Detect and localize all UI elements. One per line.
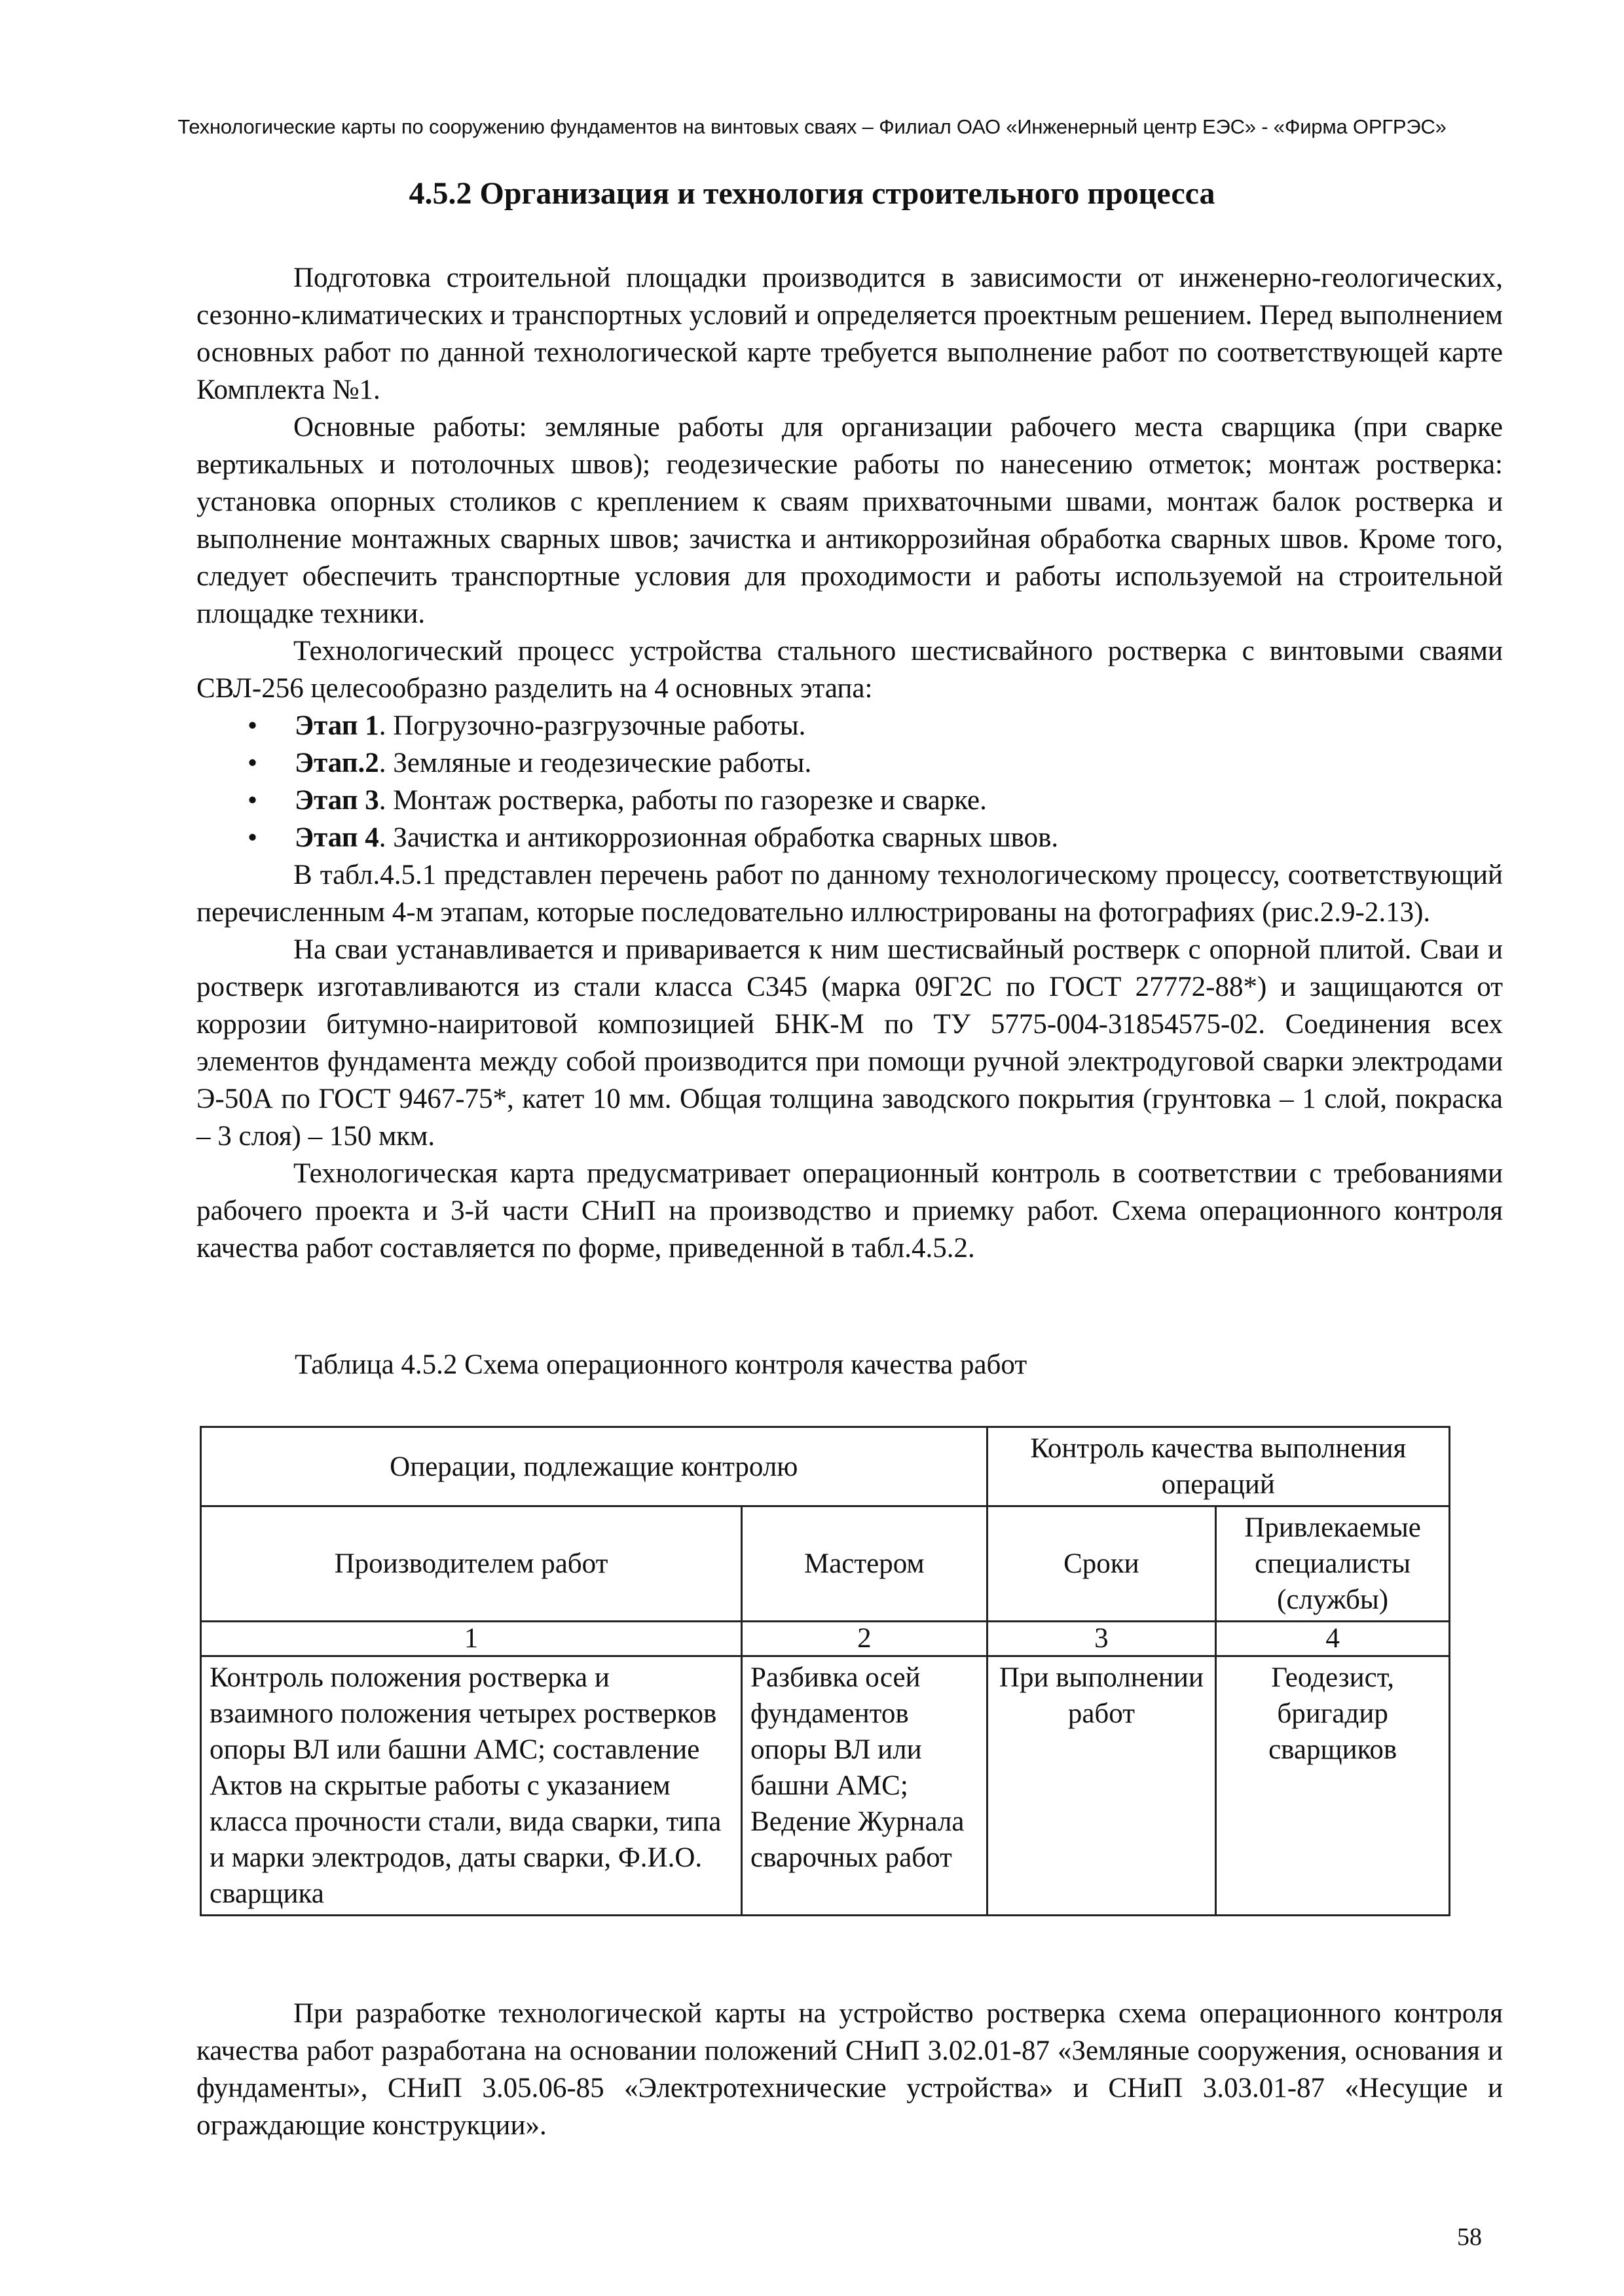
column-header: Производителем работ — [201, 1506, 742, 1622]
stage-item — [196, 744, 1503, 782]
stage-text: . Зачистка и антикоррозионная обработка сварных швов. — [378, 822, 1059, 853]
column-header: Привлекаемые специалисты (службы) — [1216, 1506, 1450, 1622]
stage-item — [196, 707, 1503, 744]
column-number: 2 — [742, 1622, 987, 1656]
paragraph: При разработке технологической карты на устройство ростверка схема операционного контроля качества работ разработана на основании положений СНиП 3.02.01-87 «Земляные сооружения, основания и фундаменты», СНиП 3.05.06-85 «Электротехнические устройства» и СНиП 3.03.01-87 «Несущие и ограждающие конструкции». — [196, 1998, 1503, 2141]
stages-list — [196, 707, 1503, 856]
paragraph: Технологический процесс устройства стального шестисвайного ростверка с винтовыми сваями СВЛ-256 целесообразно разделить на 4 основных этапа: — [196, 636, 1503, 704]
column-number: 3 — [987, 1622, 1216, 1656]
column-number: 4 — [1216, 1622, 1450, 1656]
table-number-row — [201, 1622, 1450, 1656]
stage-label: Этап 3 — [295, 785, 379, 816]
stage-label: Этап 1 — [295, 710, 379, 741]
page-number: 58 — [1457, 2223, 1482, 2251]
body-text — [196, 259, 1503, 1267]
stage-item — [196, 819, 1503, 856]
stage-item — [196, 782, 1503, 819]
table-cell: При выполнении работ — [987, 1656, 1216, 1916]
quality-control-table — [200, 1426, 1450, 1916]
stage-label: Этап.2 — [295, 748, 379, 778]
column-header: Сроки — [987, 1506, 1216, 1622]
paragraph: Основные работы: земляные работы для организации рабочего места сварщика (при сварке вертикальных и потолочных швов); геодезические работы по нанесению отметок; монтаж ростверка: установка опорных столиков с креплением к сваям прихваточными швами, монтаж балок ростверка и выполнение монтажных сварных швов; зачистка и антикоррозийная обработка сварных швов. Кроме того, следует обеспечить транспортные условия для проходимости и работы используемой на строительной площадке техники. — [196, 412, 1503, 629]
stage-text: . Погрузочно-разгрузочные работы. — [378, 710, 806, 741]
running-header: Технологические карты по сооружению фундаментов на винтовых сваях – Филиал ОАО «Инженерный центр ЕЭС» - «Фирма ОРГРЭС» — [177, 115, 1447, 138]
table-header-row — [201, 1506, 1450, 1622]
paragraph: Подготовка строительной площадки производится в зависимости от инженерно-геологических, сезонно-климатических и транспортных условий и определяется проектным решением. Перед выполнением основных работ по данной технологической карте требуется выполнение работ по соответствующей карте Комплекта №1. — [196, 263, 1503, 405]
paragraph: В табл.4.5.1 представлен перечень работ по данному технологическому процессу, соответствующий перечисленным 4-м этапам, которые последовательно иллюстрированы на фотографиях (рис.2.9-2.13). — [196, 860, 1503, 928]
table-group-header-row — [201, 1427, 1450, 1506]
table-cell: Геодезист, бригадир сварщиков — [1216, 1656, 1450, 1916]
group-header-operations: Операции, подлежащие контролю — [201, 1427, 987, 1506]
column-header: Мастером — [742, 1506, 987, 1622]
table-caption: Таблица 4.5.2 Схема операционного контроля качества работ — [295, 1349, 1027, 1380]
section-title: 4.5.2 Организация и технология строительного процесса — [409, 176, 1215, 211]
stage-label: Этап 4 — [295, 822, 379, 853]
stage-text: . Земляные и геодезические работы. — [378, 748, 812, 778]
stage-text: . Монтаж ростверка, работы по газорезке и сварке. — [378, 785, 987, 816]
paragraph: На сваи устанавливается и приваривается к ним шестисвайный ростверк с опорной плитой. Сваи и ростверк изготавливаются из стали класса С345 (марка 09Г2С по ГОСТ 27772-88*) и защищаются от коррозии битумно-наиритовой композицией БНК-М по ТУ 5775-004-31854575-02. Соединения всех элементов фундамента между собой производится при помощи ручной электродуговой сварки электродами Э-50А по ГОСТ 9467-75*, катет 10 мм. Общая толщина заводского покрытия (грунтовка – 1 слой, покраска – 3 слоя) – 150 мкм. — [196, 934, 1503, 1152]
table-cell: Разбивка осей фундаментов опоры ВЛ или башни АМС; Ведение Журнала сварочных работ — [742, 1656, 987, 1916]
table-row — [201, 1656, 1450, 1916]
table-cell: Контроль положения ростверка и взаимного положения четырех ростверков опоры ВЛ или башни АМС; составление Актов на скрытые работы с указанием класса прочности стали, вида сварки, типа и марки электродов, даты сварки, Ф.И.О. сварщика — [201, 1656, 742, 1916]
paragraph: Технологическая карта предусматривает операционный контроль в соответствии с требованиями рабочего проекта и 3-й части СНиП на производство и приемку работ. Схема операционного контроля качества работ составляется по форме, приведенной в табл.4.5.2. — [196, 1158, 1503, 1264]
column-number: 1 — [201, 1622, 742, 1656]
closing-text — [196, 1995, 1503, 2144]
group-header-quality-control: Контроль качества выполнения операций — [987, 1427, 1449, 1506]
